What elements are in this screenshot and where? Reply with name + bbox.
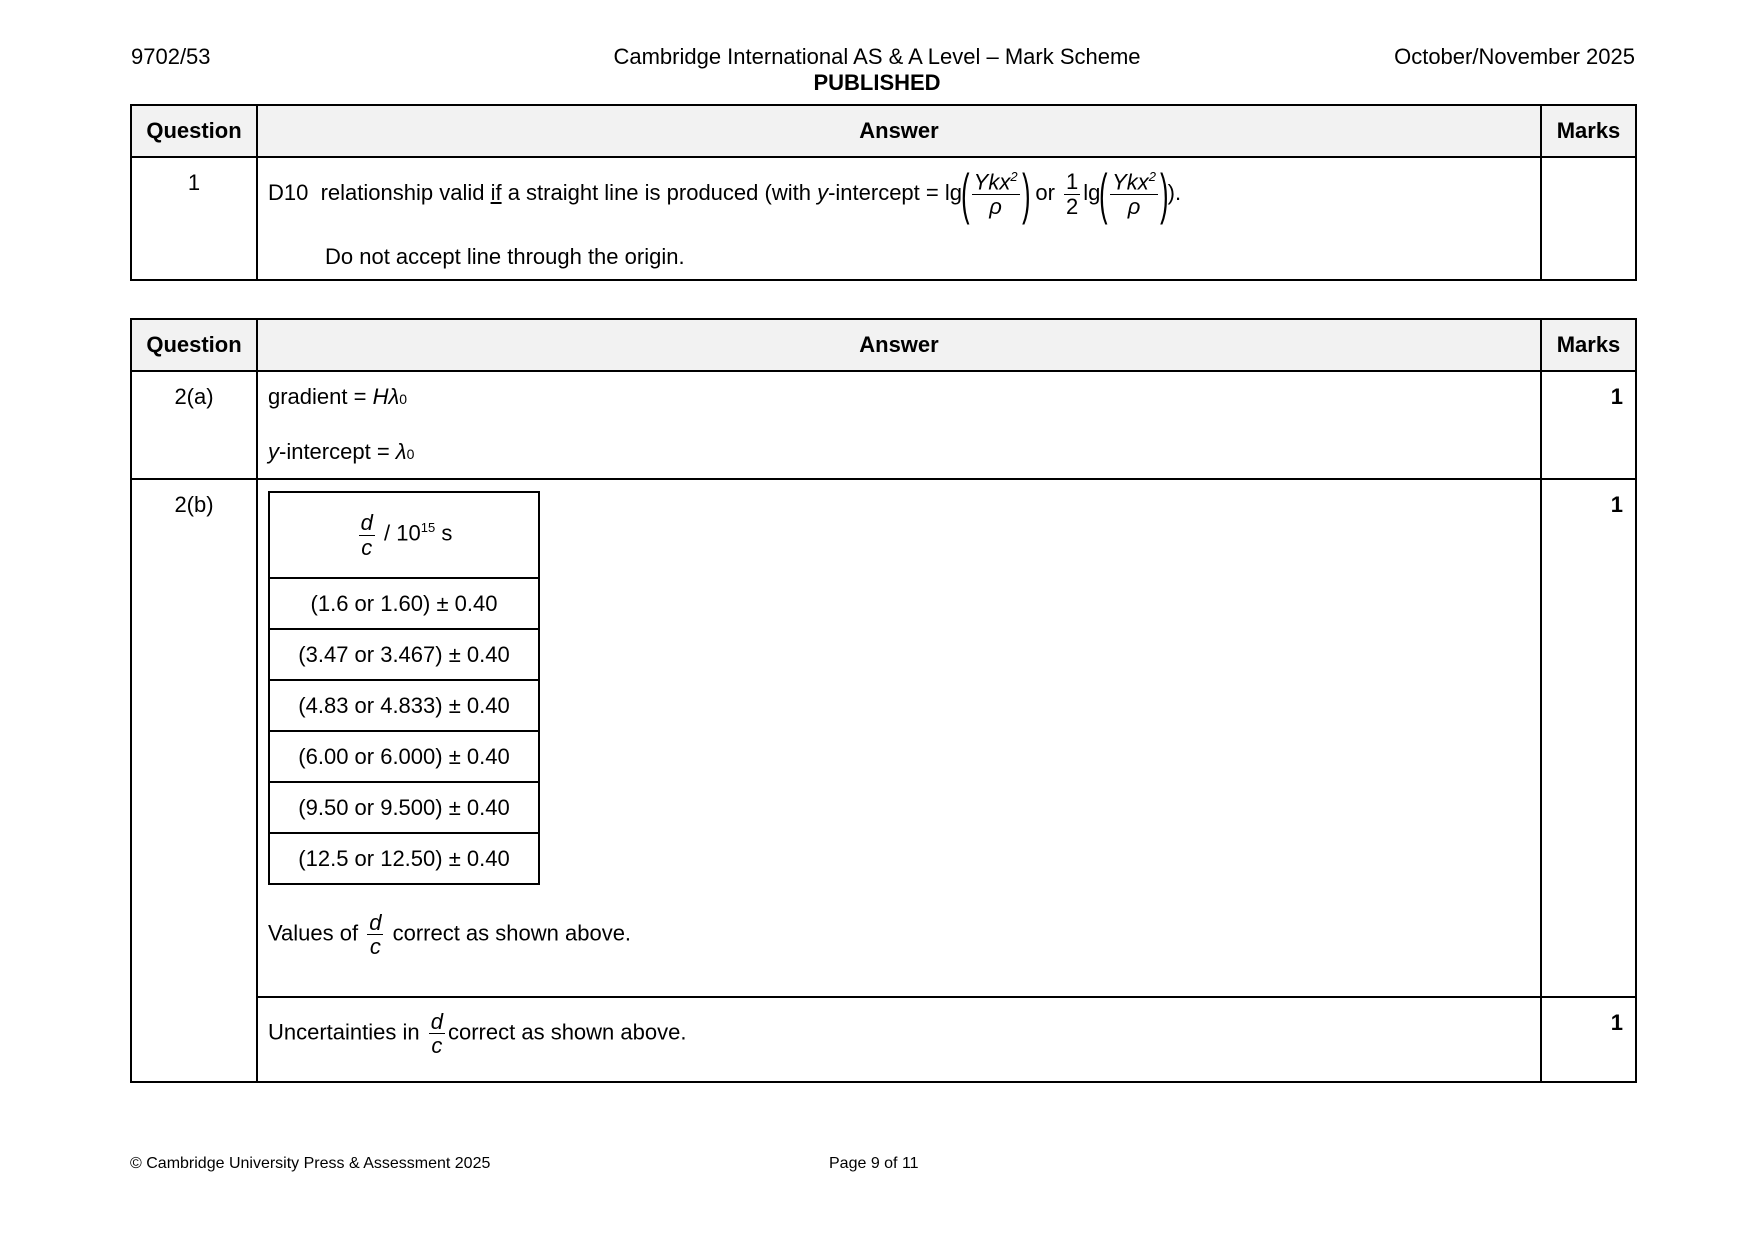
intercept-line: y-intercept = λ0 xyxy=(268,439,415,464)
answer-note: Do not accept line through the origin. xyxy=(325,244,685,269)
table-row xyxy=(131,157,1636,280)
d-over-c-value: (4.83 or 4.833) ± 0.40 xyxy=(269,680,539,731)
exam-session: October/November 2025 xyxy=(1394,44,1635,69)
d-over-c-value: (3.47 or 3.467) ± 0.40 xyxy=(269,629,539,680)
fraction-d-over-c: $\frac{d}{c}$ xyxy=(369,910,382,960)
answer-line-d10: D10 relationship valid if a straight line is produced (with y-intercept = lg( $\frac{Ykx^2}{\rho}$ ) or $\frac{1}{2}$ lg( $\frac{Ykx^2}{\rho}$ )). xyxy=(268,162,1182,225)
left-paren-icon: ( xyxy=(961,162,970,225)
question-1-table xyxy=(130,104,1637,281)
paper-code: 9702/53 xyxy=(131,44,211,69)
marking-point-code: D10 xyxy=(268,179,309,205)
fraction-one-half: $\frac{1}{2}$ xyxy=(1066,169,1079,219)
gradient-line: gradient = Hλ0 xyxy=(268,384,408,409)
answer-cell xyxy=(257,479,1541,997)
marks-value: 1 xyxy=(1541,997,1636,1082)
question-number: 2(b) xyxy=(131,479,257,1082)
table-header-row xyxy=(131,105,1636,157)
answer-cell xyxy=(257,371,1541,479)
marks-header: Marks xyxy=(1541,319,1636,371)
fraction-d-over-c: $\frac{d}{c}$ xyxy=(430,1009,443,1059)
question-header: Question xyxy=(131,319,257,371)
answer-header: Answer xyxy=(257,105,1541,157)
table-row xyxy=(131,479,1636,997)
marks-cell xyxy=(1541,157,1636,280)
fraction-d-over-c: $\frac{d}{c}$ xyxy=(360,510,373,560)
d-over-c-value: (9.50 or 9.500) ± 0.40 xyxy=(269,782,539,833)
if-underlined: if xyxy=(490,179,502,205)
fraction-ykx2-over-rho: $\frac{Ykx^2}{\rho}$ xyxy=(973,169,1018,219)
question-number: 2(a) xyxy=(131,371,257,479)
document-title: Cambridge International AS & A Level – Mark Scheme xyxy=(613,44,1141,69)
copyright-notice: © Cambridge University Press & Assessment 2025 xyxy=(130,1155,491,1172)
answer-header: Answer xyxy=(257,319,1541,371)
d-over-c-column-header: $\frac{d}{c}$ / $10^{15}$ s xyxy=(269,492,539,578)
d-over-c-value: (1.6 or 1.60) ± 0.40 xyxy=(269,578,539,629)
d-over-c-value: (12.5 or 12.50) ± 0.40 xyxy=(269,833,539,884)
page-number: Page 9 of 11 xyxy=(829,1155,919,1172)
answer-cell xyxy=(257,997,1541,1082)
marks-value: 1 xyxy=(1541,371,1636,479)
right-paren-icon: ) xyxy=(1160,162,1169,225)
uncertainties-statement: Uncertainties in $\frac{d}{c}$ correct as shown above. xyxy=(268,1009,687,1059)
values-statement: Values of $\frac{d}{c}$ correct as shown above. xyxy=(268,910,632,960)
table-row xyxy=(131,371,1636,479)
left-paren-icon: ( xyxy=(1099,162,1108,225)
question-header: Question xyxy=(131,105,257,157)
d-over-c-table xyxy=(268,491,540,885)
table-header-row xyxy=(131,319,1636,371)
marks-header: Marks xyxy=(1541,105,1636,157)
answer-cell xyxy=(257,157,1541,280)
question-number: 1 xyxy=(131,157,257,280)
question-2-table xyxy=(130,318,1637,1083)
fraction-ykx2-over-rho-2: $\frac{Ykx^2}{\rho}$ xyxy=(1112,169,1156,219)
table-row xyxy=(131,997,1636,1082)
marks-value: 1 xyxy=(1541,479,1636,997)
right-paren-icon: ) xyxy=(1021,162,1031,225)
d-over-c-value: (6.00 or 6.000) ± 0.40 xyxy=(269,731,539,782)
published-label: PUBLISHED xyxy=(813,70,941,95)
